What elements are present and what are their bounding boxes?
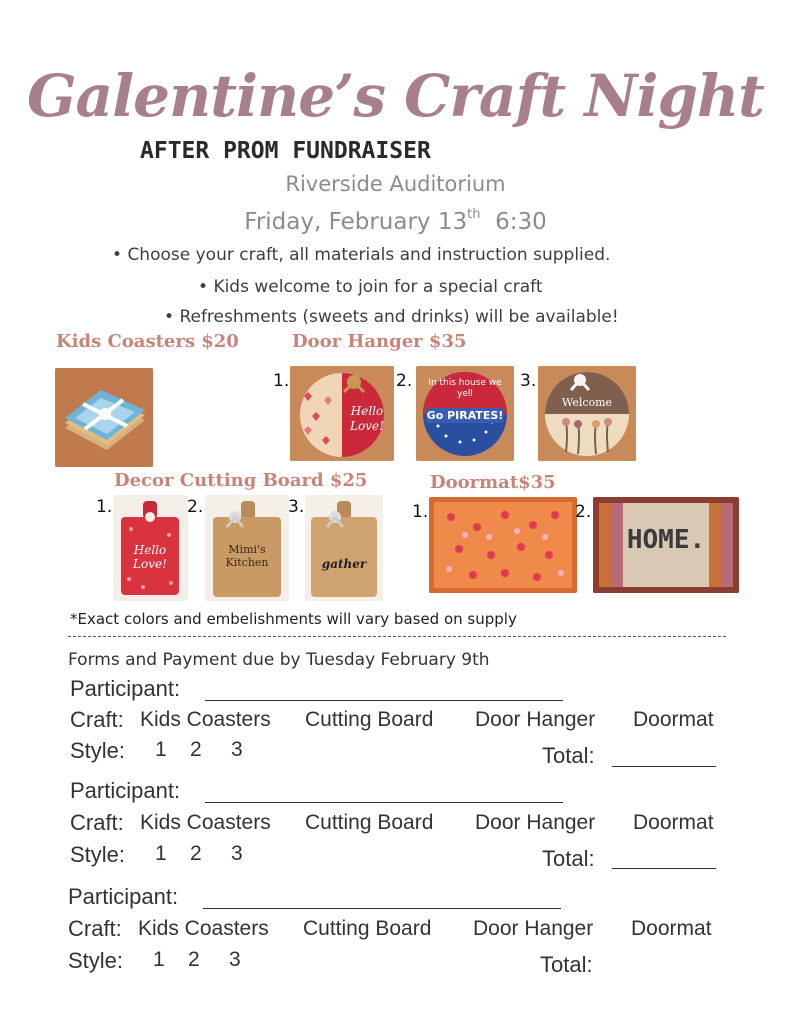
craft-option-kids-coasters[interactable]: Kids Coasters [140, 708, 271, 731]
cutting-board-option-number: 1. [96, 497, 113, 517]
door-hanger-3-text: Welcome [561, 396, 613, 409]
door-hanger-title: Door Hanger $35 [292, 331, 467, 352]
cutting-board-title: Decor Cutting Board $25 [114, 470, 368, 491]
style-option-2[interactable]: 2 [190, 842, 202, 865]
style-label: Style: [70, 738, 126, 763]
participant-label: Participant: [70, 676, 181, 701]
cutting-board-3-text: gather [321, 557, 367, 571]
cutting-board-2-text: Mimi's Kitchen [225, 543, 269, 569]
craft-option-door-hanger[interactable]: Door Hanger [475, 708, 596, 731]
door-hanger-2-text-top: In this house we yell [428, 378, 502, 399]
bullet-item: • Choose your craft, all materials and instruction supplied. [112, 245, 610, 265]
craft-option-kids-coasters[interactable]: Kids Coasters [140, 811, 271, 834]
total-label: Total: [542, 846, 595, 871]
bullet-item: • Kids welcome to join for a special craft [198, 277, 543, 297]
style-option-2[interactable]: 2 [190, 738, 202, 761]
style-option-3[interactable]: 3 [231, 842, 243, 865]
door-hanger-option-number: 2. [396, 371, 413, 391]
craft-option-cutting-board[interactable]: Cutting Board [305, 811, 434, 834]
total-field[interactable] [612, 766, 716, 767]
kids-coasters-image [55, 368, 153, 467]
craft-option-doormat[interactable]: Doormat [631, 917, 712, 940]
style-option-3[interactable]: 3 [231, 738, 243, 761]
door-hanger-option-number: 1. [273, 371, 290, 391]
craft-option-doormat[interactable]: Doormat [633, 708, 714, 731]
event-date [0, 209, 791, 235]
craft-option-doormat[interactable]: Doormat [633, 811, 714, 834]
doormat-2-text: HOME. [626, 525, 706, 555]
cut-line-divider [68, 636, 726, 637]
participant-name-field[interactable] [205, 700, 563, 701]
cutting-board-option-number: 3. [288, 497, 305, 517]
cutting-board-1-text: Hello Love! [133, 543, 167, 571]
participant-label: Participant: [68, 884, 179, 909]
craft-label: Craft: [68, 916, 122, 941]
participant-name-field[interactable] [203, 908, 561, 909]
doormat-1-image [429, 497, 577, 593]
total-label: Total: [542, 743, 595, 768]
kids-coasters-title: Kids Coasters $20 [56, 331, 239, 352]
date-time: 6:30 [495, 209, 547, 235]
cutting-board-3-image [305, 495, 383, 601]
doormat-title: Doormat$35 [430, 472, 556, 493]
due-date-note: Forms and Payment due by Tuesday February 9th [68, 650, 490, 670]
craft-option-cutting-board[interactable]: Cutting Board [305, 708, 434, 731]
style-option-2[interactable]: 2 [188, 948, 200, 971]
craft-label: Craft: [70, 707, 124, 732]
craft-option-door-hanger[interactable]: Door Hanger [473, 917, 594, 940]
total-label: Total: [540, 952, 593, 977]
style-option-1[interactable]: 1 [153, 948, 165, 971]
door-hanger-3-image [538, 366, 636, 461]
style-label: Style: [70, 842, 126, 867]
cutting-board-2-image [205, 495, 289, 601]
doormat-option-number: 1. [412, 502, 429, 522]
date-suffix: th [467, 207, 481, 222]
participant-label: Participant: [70, 778, 181, 803]
total-field[interactable] [612, 868, 716, 869]
cutting-board-option-number: 2. [187, 497, 204, 517]
event-venue: Riverside Auditorium [285, 172, 506, 196]
craft-option-kids-coasters[interactable]: Kids Coasters [138, 917, 269, 940]
doormat-2-image [593, 497, 739, 593]
style-option-1[interactable]: 1 [155, 738, 167, 761]
door-hanger-1-text: Hello Love! [350, 404, 384, 433]
craft-option-cutting-board[interactable]: Cutting Board [303, 917, 432, 940]
door-hanger-1-image [290, 366, 394, 461]
cutting-board-1-image [113, 495, 188, 601]
event-subtitle: AFTER PROM FUNDRAISER [140, 138, 431, 164]
door-hanger-option-number: 3. [520, 371, 537, 391]
date-main: Friday, February 13 [244, 209, 468, 235]
craft-label: Craft: [70, 810, 124, 835]
style-option-1[interactable]: 1 [155, 842, 167, 865]
door-hanger-2-image [416, 366, 514, 461]
participant-name-field[interactable] [205, 802, 563, 803]
event-title: Galentine’s Craft Night [27, 62, 764, 130]
style-option-3[interactable]: 3 [229, 948, 241, 971]
bullet-item: • Refreshments (sweets and drinks) will be available! [164, 307, 619, 327]
supply-note: *Exact colors and embelishments will vary based on supply [70, 610, 517, 628]
style-label: Style: [68, 948, 124, 973]
doormat-option-number: 2. [575, 502, 592, 522]
door-hanger-2-text-main: Go PIRATES! [426, 409, 504, 422]
craft-option-door-hanger[interactable]: Door Hanger [475, 811, 596, 834]
